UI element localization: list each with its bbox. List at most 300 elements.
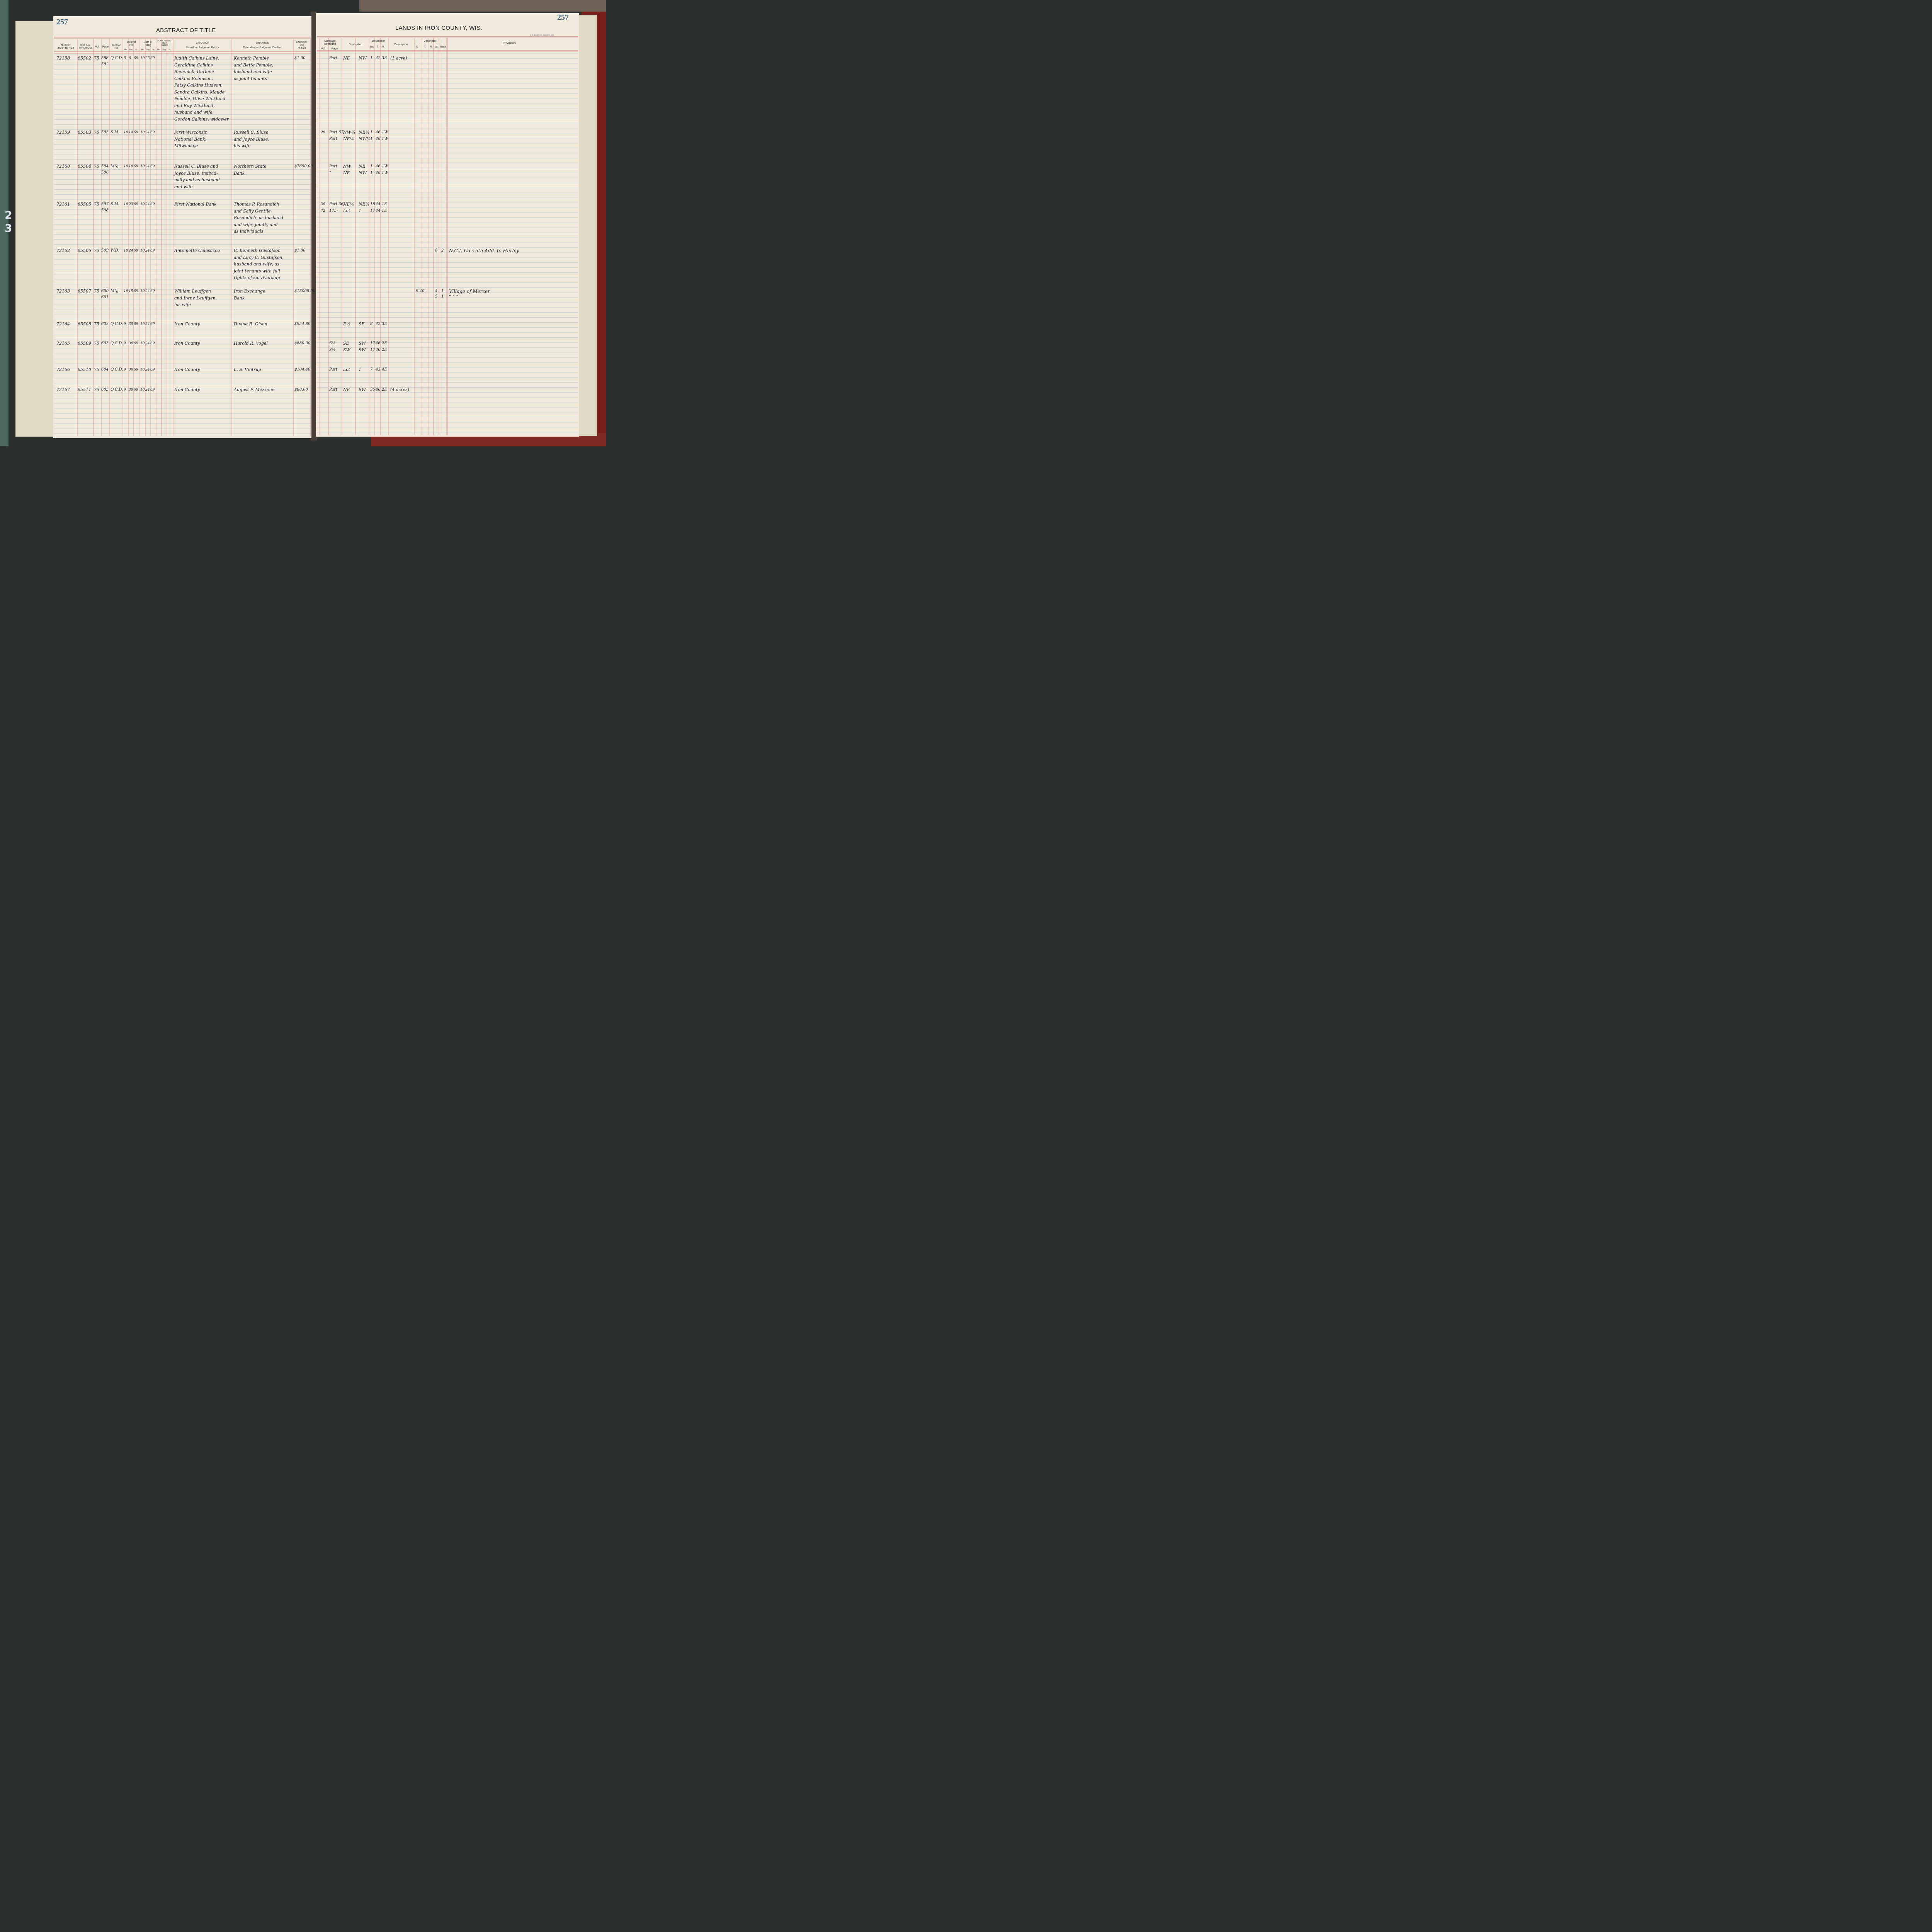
date-inst-part: 9 [124, 342, 126, 345]
grantor-line: ually and as husband [174, 177, 220, 182]
col-datefil-l1: Date of [143, 41, 153, 44]
date-filing-part: 10 [140, 249, 145, 253]
vol-number: 75 [94, 202, 99, 207]
kind-of-inst: Mtg. [111, 289, 120, 293]
range: 3E [382, 56, 387, 60]
date-inst-part: 69 [134, 289, 138, 293]
consideration: $104.40 [294, 367, 311, 372]
grantor-line: and Ray Wicklund, [174, 103, 215, 108]
grantor-line: Antoinette Colasacco [174, 248, 220, 253]
description-quarter-2: SW [359, 347, 366, 352]
date-filing-part: 24 [145, 368, 150, 372]
grantor-line: Geraldine Calkins [174, 62, 213, 68]
section: 7 [370, 367, 373, 372]
col-consid-l1: Consider- [296, 41, 308, 44]
description-quarter: Lot [343, 367, 350, 372]
lot-number: 5 [435, 294, 438, 299]
col-ack [156, 40, 173, 47]
col-inst-l2: Co'tyRec'd [79, 47, 92, 50]
mortgage-vol: 72 [321, 209, 325, 213]
grantor-line: Joyce Bluse, individ- [174, 170, 218, 176]
date-inst-part: 9 [124, 368, 126, 372]
grantor-line: National Bank, [174, 136, 207, 142]
date-filing-part: 24 [145, 249, 150, 253]
mdy-subheader: Mo. [141, 49, 145, 51]
col-inst-no [77, 44, 94, 50]
col-grantor [173, 42, 232, 49]
kind-of-inst: Q.C.D. [111, 341, 123, 345]
date-inst-part: 69 [134, 342, 138, 345]
vol-number: 75 [94, 321, 99, 327]
page-number: 593 [101, 130, 109, 134]
township: 44 [376, 202, 381, 206]
date-inst-part: 30 [129, 388, 133, 392]
date-filing-part: 10 [140, 342, 145, 345]
date-inst-part: 10 [124, 131, 128, 134]
col-grantor-l1: GRANTOR [196, 42, 209, 44]
grantee-line: as individuals [234, 229, 264, 234]
description-quarter-2: NE¼ [359, 130, 370, 135]
grantee-line: and Lucy C. Gustafson, [234, 255, 284, 260]
grantee-line: Bank [234, 170, 245, 176]
col-vol: Vol. [95, 46, 100, 48]
grantor-line: Iron County [174, 341, 200, 346]
description-quarter-2: NW [359, 170, 367, 175]
date-filing-part: 69 [150, 388, 155, 392]
grantee-line: Rosandich, as husband [234, 215, 284, 220]
col-ack-l2: MENT [162, 42, 168, 44]
range: 2E [382, 348, 387, 352]
date-inst-part: 10 [129, 165, 133, 168]
col-mortgage [319, 40, 341, 46]
right-page-title: LANDS IN IRON COUNTY, WIS. [395, 25, 483, 31]
col-number [54, 44, 77, 50]
kind-of-inst: Mtg. [111, 164, 120, 168]
grantor-line: Sandra Calkins, Maude [174, 89, 225, 95]
grantee-line: August F. Mezzone [234, 387, 275, 392]
grantor-line: Iron County [174, 387, 200, 392]
range: 1E [382, 209, 387, 213]
section: 1 [370, 137, 373, 141]
date-inst-part: 15 [129, 289, 133, 293]
mortgage-page: Part 67 [329, 130, 344, 134]
section: 1 [370, 56, 373, 60]
col-description-3: Description [394, 43, 408, 46]
description-quarter: NW¼ [343, 130, 355, 135]
grantee-line: Thomas P. Rosandich [234, 202, 279, 207]
col-consid-l2: tion [299, 44, 304, 47]
grantee-line: Iron Exchange [234, 289, 265, 294]
grantor-line: First National Bank [174, 202, 217, 207]
left-page-title: ABSTRACT OF TITLE [156, 27, 216, 34]
col-grantee-l2: Defendant or Judgment Creditor [243, 46, 282, 49]
inst-number: 65510 [78, 367, 91, 372]
date-inst-part: 69 [134, 202, 138, 206]
date-filing-part: 10 [140, 388, 145, 392]
remarks-text: N.C.I. Co's 5th Add. to Hurley [449, 248, 519, 253]
date-inst-part: 10 [124, 165, 128, 168]
description-quarter: NE [343, 387, 350, 392]
col-consideration [294, 41, 310, 50]
page-number: 603 [101, 341, 109, 345]
date-filing-part: 69 [150, 56, 155, 60]
mortgage-vol: 36 [321, 202, 325, 206]
date-filing-part: 24 [145, 165, 150, 168]
col-ack-l1: ACKNOWLEDG- [157, 40, 172, 42]
page-number: 600 [101, 289, 109, 293]
record-number: 72165 [56, 341, 70, 346]
lot-number: 8 [435, 248, 438, 253]
vol-number: 75 [94, 367, 99, 372]
description-quarter-2: SW [359, 341, 366, 346]
consideration: $1.00 [294, 248, 306, 253]
grantor-line: Iron County [174, 367, 200, 372]
vol-number: 75 [94, 130, 99, 135]
mortgage-page: S½ [329, 348, 336, 352]
township: 46 [376, 171, 381, 175]
kind-of-inst: Q.C.D. [111, 56, 123, 60]
section: 17 [370, 348, 375, 352]
remarks-text: Village of Mercer [449, 289, 490, 294]
block-number: 1 [441, 289, 444, 293]
record-number: 72160 [56, 164, 70, 169]
date-filing-part: 10 [140, 202, 145, 206]
col-description: Description [349, 43, 362, 46]
grantor-line: Calkins Robinson, [174, 76, 213, 81]
side-mark-1: 2 [5, 209, 12, 221]
range: 2E [382, 388, 387, 392]
page-number: 601 [101, 295, 109, 299]
page-number: 605 [101, 388, 109, 392]
date-filing-part: 69 [150, 165, 155, 168]
date-inst-part: 10 [124, 202, 128, 206]
col-description-2: Description [372, 40, 386, 43]
date-filing-part: 69 [150, 131, 155, 134]
grantor-line: Gordon Calkins, widower [174, 116, 229, 122]
grantee-line: husband and wife [234, 69, 272, 74]
mortgage-page: Part [329, 388, 338, 392]
col-description-4: Description [423, 40, 437, 43]
grantee-line: Harold R. Vogel [234, 341, 268, 346]
date-inst-part: 69 [134, 368, 138, 372]
record-number: 72163 [56, 289, 70, 294]
lot-s: S.40' [416, 289, 426, 293]
date-filing-part: 10 [140, 368, 145, 372]
mdy-subheader: Mo. [124, 49, 128, 51]
consideration: $880.00 [294, 341, 311, 345]
grantee-line: Kenneth Pemble [234, 56, 269, 61]
grantee-line: and Bette Pemble, [234, 62, 274, 68]
s-t-r-lot-block-subheader: Block [440, 46, 446, 48]
col-kind-l2: Inst. [114, 47, 119, 50]
side-mark-2: 3 [5, 222, 12, 235]
date-inst-part: 69 [134, 249, 138, 253]
page-number: 599 [101, 248, 109, 253]
remarks-text: " " " [449, 294, 459, 299]
kind-of-inst: Q.C.D. [111, 388, 123, 392]
description-extra: (1 acre) [390, 56, 407, 61]
section: 1 [370, 171, 373, 175]
date-inst-part: 10 [124, 249, 128, 253]
page-number: 602 [101, 322, 109, 326]
date-filing-part: 69 [150, 249, 155, 253]
page-number: 597 [101, 202, 109, 206]
col-mtg-l1: Mortgage [324, 40, 336, 43]
page-number: 588 [101, 56, 109, 60]
date-filing-part: 69 [150, 289, 155, 293]
printer-stamp: E. S. BOLEY CO., MADISON, WIS. [530, 34, 555, 36]
date-inst-part: 69 [134, 165, 138, 168]
description-quarter: Lot [343, 208, 350, 213]
inst-number: 65505 [78, 202, 91, 207]
grantor-line: Iron County [174, 321, 200, 327]
col-mtg-vol: Vol. [321, 48, 326, 50]
grantor-line: Judith Calkins Laine, [174, 56, 219, 61]
record-number: 72159 [56, 130, 70, 135]
col-kind [110, 44, 123, 50]
date-filing-part: 24 [145, 289, 150, 293]
col-mtg-l2: Recorded [324, 43, 336, 46]
date-filing-part: 69 [150, 342, 155, 345]
description-quarter: SW [343, 347, 350, 352]
grantee-line: his wife [234, 143, 251, 148]
description-quarter-2: NE [359, 164, 366, 169]
range: 1W [382, 130, 388, 134]
col-grantee [232, 42, 293, 49]
vol-number: 75 [94, 56, 99, 61]
date-inst-part: 69 [134, 56, 138, 60]
date-filing-part: 10 [140, 289, 145, 293]
vol-number: 75 [94, 289, 99, 294]
township: 42 [376, 56, 381, 60]
date-filing-part: 23 [145, 56, 150, 60]
date-inst-part: 14 [129, 131, 133, 134]
col-number-l2: Abstr. Record [57, 47, 74, 50]
description-quarter-2: 1 [359, 367, 361, 372]
mdy-subheader: Yr. [168, 49, 171, 51]
range: 4E [382, 367, 387, 372]
date-filing-part: 24 [145, 131, 150, 134]
description-quarter: NE¼ [343, 202, 354, 207]
mortgage-page: S½ [329, 341, 336, 345]
mdy-subheader: Day [129, 49, 133, 51]
block-number: 1 [441, 294, 444, 299]
mdy-subheader: Yr. [135, 49, 138, 51]
date-filing-part: 24 [145, 342, 150, 345]
description-quarter-2: 1 [359, 208, 361, 213]
col-number-l1: Number [61, 44, 71, 47]
consideration: $1.00 [294, 56, 306, 60]
description-quarter: SE [343, 341, 349, 346]
grantor-line: and wife [174, 184, 193, 189]
range: 1W [382, 171, 388, 175]
block-number: 2 [441, 248, 444, 253]
township: 46 [376, 388, 381, 392]
vol-number: 75 [94, 387, 99, 392]
grantee-line: C. Kenneth Gustafson [234, 248, 281, 253]
record-number: 72164 [56, 321, 70, 327]
range: 2E [382, 341, 387, 345]
left-page-number: 257 [56, 18, 68, 26]
grantor-line: and Irene Leuffgen, [174, 295, 217, 301]
grantor-line: Badenick, Darlene [174, 69, 214, 74]
grantee-line: as joint tenants [234, 76, 267, 81]
date-inst-part: 10 [124, 289, 128, 293]
date-filing-part: 69 [150, 202, 155, 206]
description-quarter: NE¼ [343, 136, 354, 141]
col-page: Page [102, 46, 109, 48]
inst-number: 65502 [78, 56, 91, 61]
vol-number: 75 [94, 164, 99, 169]
mortgage-page: Part [329, 56, 338, 60]
col-remarks: REMARKS [502, 42, 516, 45]
township: 42 [376, 322, 381, 326]
mortgage-page: 175- [329, 209, 338, 213]
grantee-line: joint tenants with full [234, 268, 280, 274]
grantee-line: and Joyce Bluse, [234, 136, 269, 142]
description-quarter-2: NW¼ [359, 136, 371, 141]
col-inst-l1: Inst. No. [80, 44, 91, 47]
kind-of-inst: S.M. [111, 130, 120, 134]
grantor-line: Russell C. Bluse and [174, 164, 218, 169]
page-number: 594 [101, 164, 109, 168]
inst-number: 65509 [78, 341, 91, 346]
record-number: 72161 [56, 202, 70, 207]
s-t-r-lot-block-subheader: R. [430, 46, 432, 48]
kind-of-inst: Q.C.D. [111, 322, 123, 326]
date-inst-part: 69 [134, 388, 138, 392]
date-inst-part: 6 [129, 56, 131, 60]
col-grantee-l1: GRANTEE [256, 42, 269, 44]
date-inst-part: 24 [129, 249, 133, 253]
section: 35 [370, 388, 375, 392]
mortgage-page: Part [329, 367, 338, 372]
kind-of-inst: Q.C.D. [111, 367, 123, 372]
section: 8 [370, 322, 373, 326]
date-inst-part: 30 [129, 368, 133, 372]
grantee-line: and Sally Gentile [234, 208, 271, 214]
township: 43 [376, 367, 381, 372]
mdy-subheader: Yr. [152, 49, 155, 51]
grantee-line: Bank [234, 295, 245, 301]
grantor-line: Milwaukee [174, 143, 198, 148]
ledger-rules [0, 0, 606, 446]
vol-number: 75 [94, 248, 99, 253]
grantee-line: and wife, jointly and [234, 222, 278, 227]
col-mtg-page: Page [331, 48, 338, 50]
mortgage-vol: 28 [321, 131, 325, 134]
page-number: 596 [101, 170, 109, 175]
mortgage-page: " [329, 171, 331, 175]
grantor-line: his wife [174, 302, 191, 307]
date-inst-part: 23 [129, 202, 133, 206]
col-dateinst-l1: Date of [127, 41, 136, 44]
grantor-line: Pemble, Olive Wicklund [174, 96, 226, 101]
s-t-r-lot-block-subheader: T. [424, 46, 426, 48]
inst-number: 65503 [78, 130, 91, 135]
township: 46 [376, 137, 381, 141]
description-quarter-2: SW [359, 387, 366, 392]
page-number: 592 [101, 62, 109, 66]
col-date-filing [140, 41, 156, 47]
sec-t-r-subheader: T. [377, 46, 379, 48]
township: 46 [376, 130, 381, 134]
township: 46 [376, 164, 381, 168]
mdy-subheader: Day [162, 49, 166, 51]
col-date-inst [123, 41, 140, 47]
date-inst-part: 9 [124, 322, 126, 326]
township: 46 [376, 341, 381, 345]
lot-number: 4 [435, 289, 438, 293]
sec-t-r-subheader: R. [382, 46, 385, 48]
range: 1E [382, 202, 387, 206]
col-kind-l1: Kind of [112, 44, 121, 47]
section: 17 [370, 209, 375, 213]
record-number: 72167 [56, 387, 70, 392]
date-inst-part: 8 [124, 56, 126, 60]
grantor-line: husband and wife; [174, 110, 214, 115]
mdy-subheader: Day [146, 49, 150, 51]
grantee-line: husband and wife, as [234, 262, 279, 267]
col-datefil-l2: Filing [145, 44, 151, 47]
description-quarter-2: NE¼ [359, 202, 370, 207]
col-dateinst-l2: Inst. [129, 44, 134, 47]
township: 44 [376, 209, 381, 213]
s-t-r-lot-block-subheader: Lot [435, 46, 439, 48]
page-number: 598 [101, 208, 109, 213]
inst-number: 65507 [78, 289, 91, 294]
grantee-line: rights of survivorship [234, 275, 280, 280]
inst-number: 65508 [78, 321, 91, 327]
consideration: $15000.00 [294, 289, 316, 293]
inst-number: 65504 [78, 164, 91, 169]
col-ack-l3: DATED [161, 44, 168, 47]
range: 3E [382, 322, 387, 326]
kind-of-inst: S.M. [111, 202, 120, 206]
date-inst-part: 69 [134, 131, 138, 134]
vol-number: 75 [94, 341, 99, 346]
section: 17 [370, 341, 375, 345]
record-number: 72158 [56, 56, 70, 61]
record-number: 72166 [56, 367, 70, 372]
description-quarter: NW [343, 164, 351, 169]
date-filing-part: 69 [150, 322, 155, 326]
mortgage-page: Part [329, 164, 338, 168]
date-inst-part: 30 [129, 342, 133, 345]
section: 1 [370, 130, 373, 134]
date-filing-part: 10 [140, 131, 145, 134]
inst-number: 65506 [78, 248, 91, 253]
sec-t-r-subheader: Sec. [369, 46, 374, 48]
date-filing-part: 10 [140, 165, 145, 168]
township: 46 [376, 348, 381, 352]
inst-number: 65511 [78, 387, 91, 392]
date-inst-part: 69 [134, 322, 138, 326]
consideration: $88.00 [294, 388, 308, 392]
section: 18 [370, 202, 375, 206]
page-number: 604 [101, 367, 109, 372]
s-t-r-lot-block-subheader: S. [416, 46, 418, 48]
range: 1W [382, 164, 388, 168]
date-filing-part: 24 [145, 388, 150, 392]
section: 1 [370, 164, 373, 168]
grantee-line: L. S. Vintrup [234, 367, 261, 372]
mdy-subheader: Mo. [157, 49, 161, 51]
date-inst-part: 9 [124, 388, 126, 392]
description-quarter: E½ [343, 321, 350, 327]
ledger-book [0, 0, 606, 446]
date-filing-part: 24 [145, 202, 150, 206]
